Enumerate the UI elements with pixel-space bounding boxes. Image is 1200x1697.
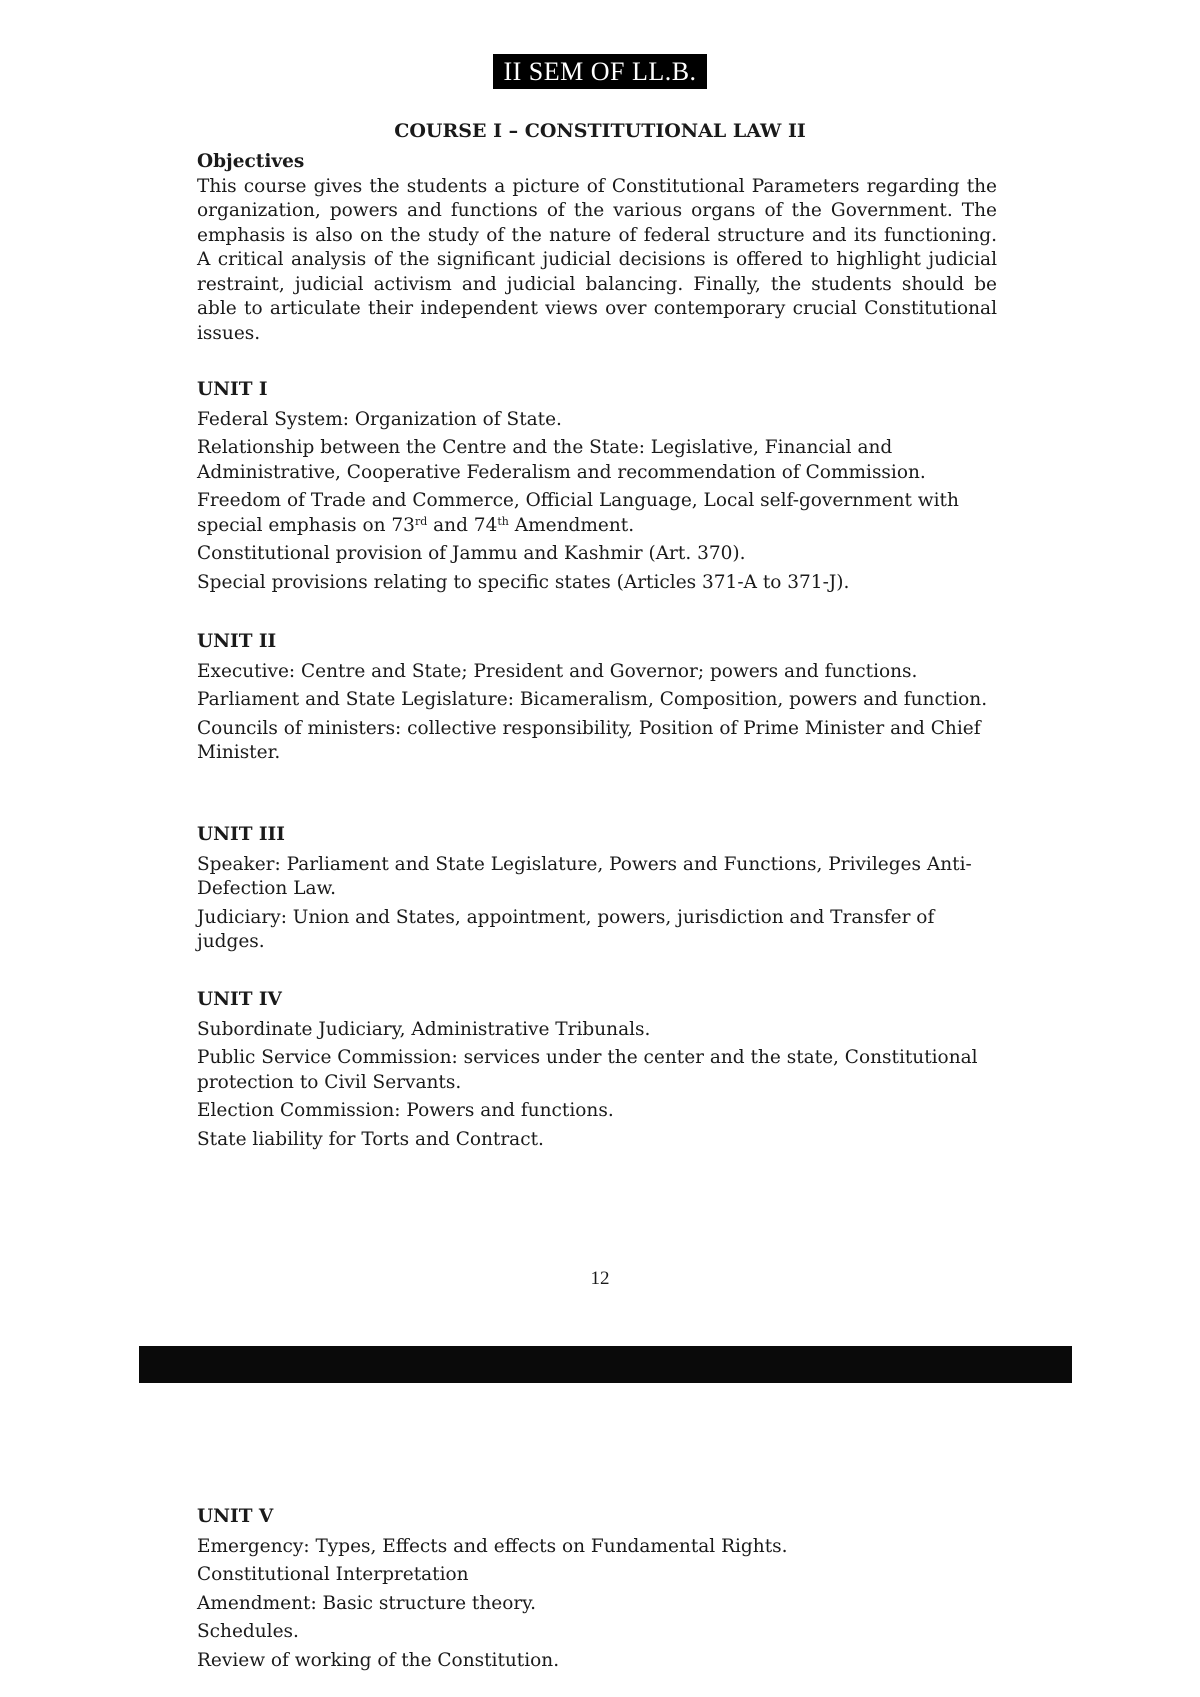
unit-1-heading: UNIT I (197, 379, 268, 400)
superscript-rd: rd (414, 514, 428, 528)
unit-5-section (197, 1505, 997, 1677)
unit-3-heading: UNIT III (197, 824, 285, 845)
unit-4-item: Subordinate Judiciary, Administrative Tribunals. (197, 1018, 651, 1040)
unit-5-item: Emergency: Types, Effects and effects on Fundamental Rights. (197, 1535, 788, 1557)
unit-4-heading: UNIT IV (197, 989, 282, 1010)
unit-1-section (197, 378, 997, 599)
unit-4-section (197, 988, 997, 1156)
unit-2-heading: UNIT II (197, 631, 277, 652)
page-number: 12 (590, 1268, 610, 1289)
unit-1-item: Relationship between the Centre and the State: Legislative, Financial and Administrative, Cooperative Federalism and recommendation of Commission. (197, 437, 926, 483)
unit-4-item: Public Service Commission: services under the center and the state, Constitutional protection to Civil Servants. (197, 1047, 978, 1093)
objectives-section (197, 150, 997, 346)
objectives-heading: Objectives (197, 151, 305, 172)
unit-1-item3-part2: and 74 (427, 514, 498, 536)
unit-1-item: Special provisions relating to specific states (Articles 371-A to 371-J). (197, 571, 850, 593)
page-divider (139, 1346, 1072, 1383)
unit-2-item: Executive: Centre and State; President and Governor; powers and functions. (197, 660, 918, 682)
unit-1-item: Federal System: Organization of State. (197, 408, 562, 430)
unit-2-item: Parliament and State Legislature: Bicameralism, Composition, powers and function. (197, 689, 988, 710)
semester-banner: II SEM OF LL.B. (493, 54, 707, 89)
unit-1-item3-part3: Amendment. (508, 514, 635, 536)
unit-1-item: Constitutional provision of Jammu and Kashmir (Art. 370). (197, 543, 746, 564)
unit-4-item: Election Commission: Powers and functions. (197, 1100, 614, 1121)
course-title: COURSE I – CONSTITUTIONAL LAW II (394, 120, 806, 142)
unit-3-section (197, 823, 997, 959)
unit-1-item-73rd-74th (197, 489, 997, 538)
unit-5-item: Amendment: Basic structure theory. (197, 1592, 537, 1614)
unit-1-item3-part1: Freedom of Trade and Commerce, Official Language, Local self-government with special emphasis on 73 (197, 490, 959, 536)
unit-4-item: State liability for Torts and Contract. (197, 1128, 544, 1150)
unit-5-item: Schedules. (197, 1621, 299, 1642)
unit-5-item: Constitutional Interpretation (197, 1564, 469, 1585)
superscript-th: th (497, 514, 509, 528)
objectives-text: This course gives the students a picture of Constitutional Parameters regarding the organization, powers and functions of the various organs of the Government. The emphasis is also on the study of the nature of federal structure and its functioning. A critical analysis of the significant judicial decisions is offered to highlight judicial restraint, judicial activism and judicial balancing. Finally, the students should be able to articulate their independent views over contemporary crucial Constitutional issues. (197, 175, 997, 344)
unit-3-item: Judiciary: Union and States, appointment, powers, jurisdiction and Transfer of judges. (197, 906, 935, 952)
unit-5-heading: UNIT V (197, 1506, 274, 1527)
unit-5-item: Review of working of the Constitution. (197, 1649, 560, 1671)
unit-2-section (197, 630, 997, 770)
unit-2-item: Councils of ministers: collective responsibility, Position of Prime Minister and Chief Minister. (197, 717, 981, 763)
unit-3-item: Speaker: Parliament and State Legislature, Powers and Functions, Privileges Anti-Defection Law. (197, 853, 972, 899)
